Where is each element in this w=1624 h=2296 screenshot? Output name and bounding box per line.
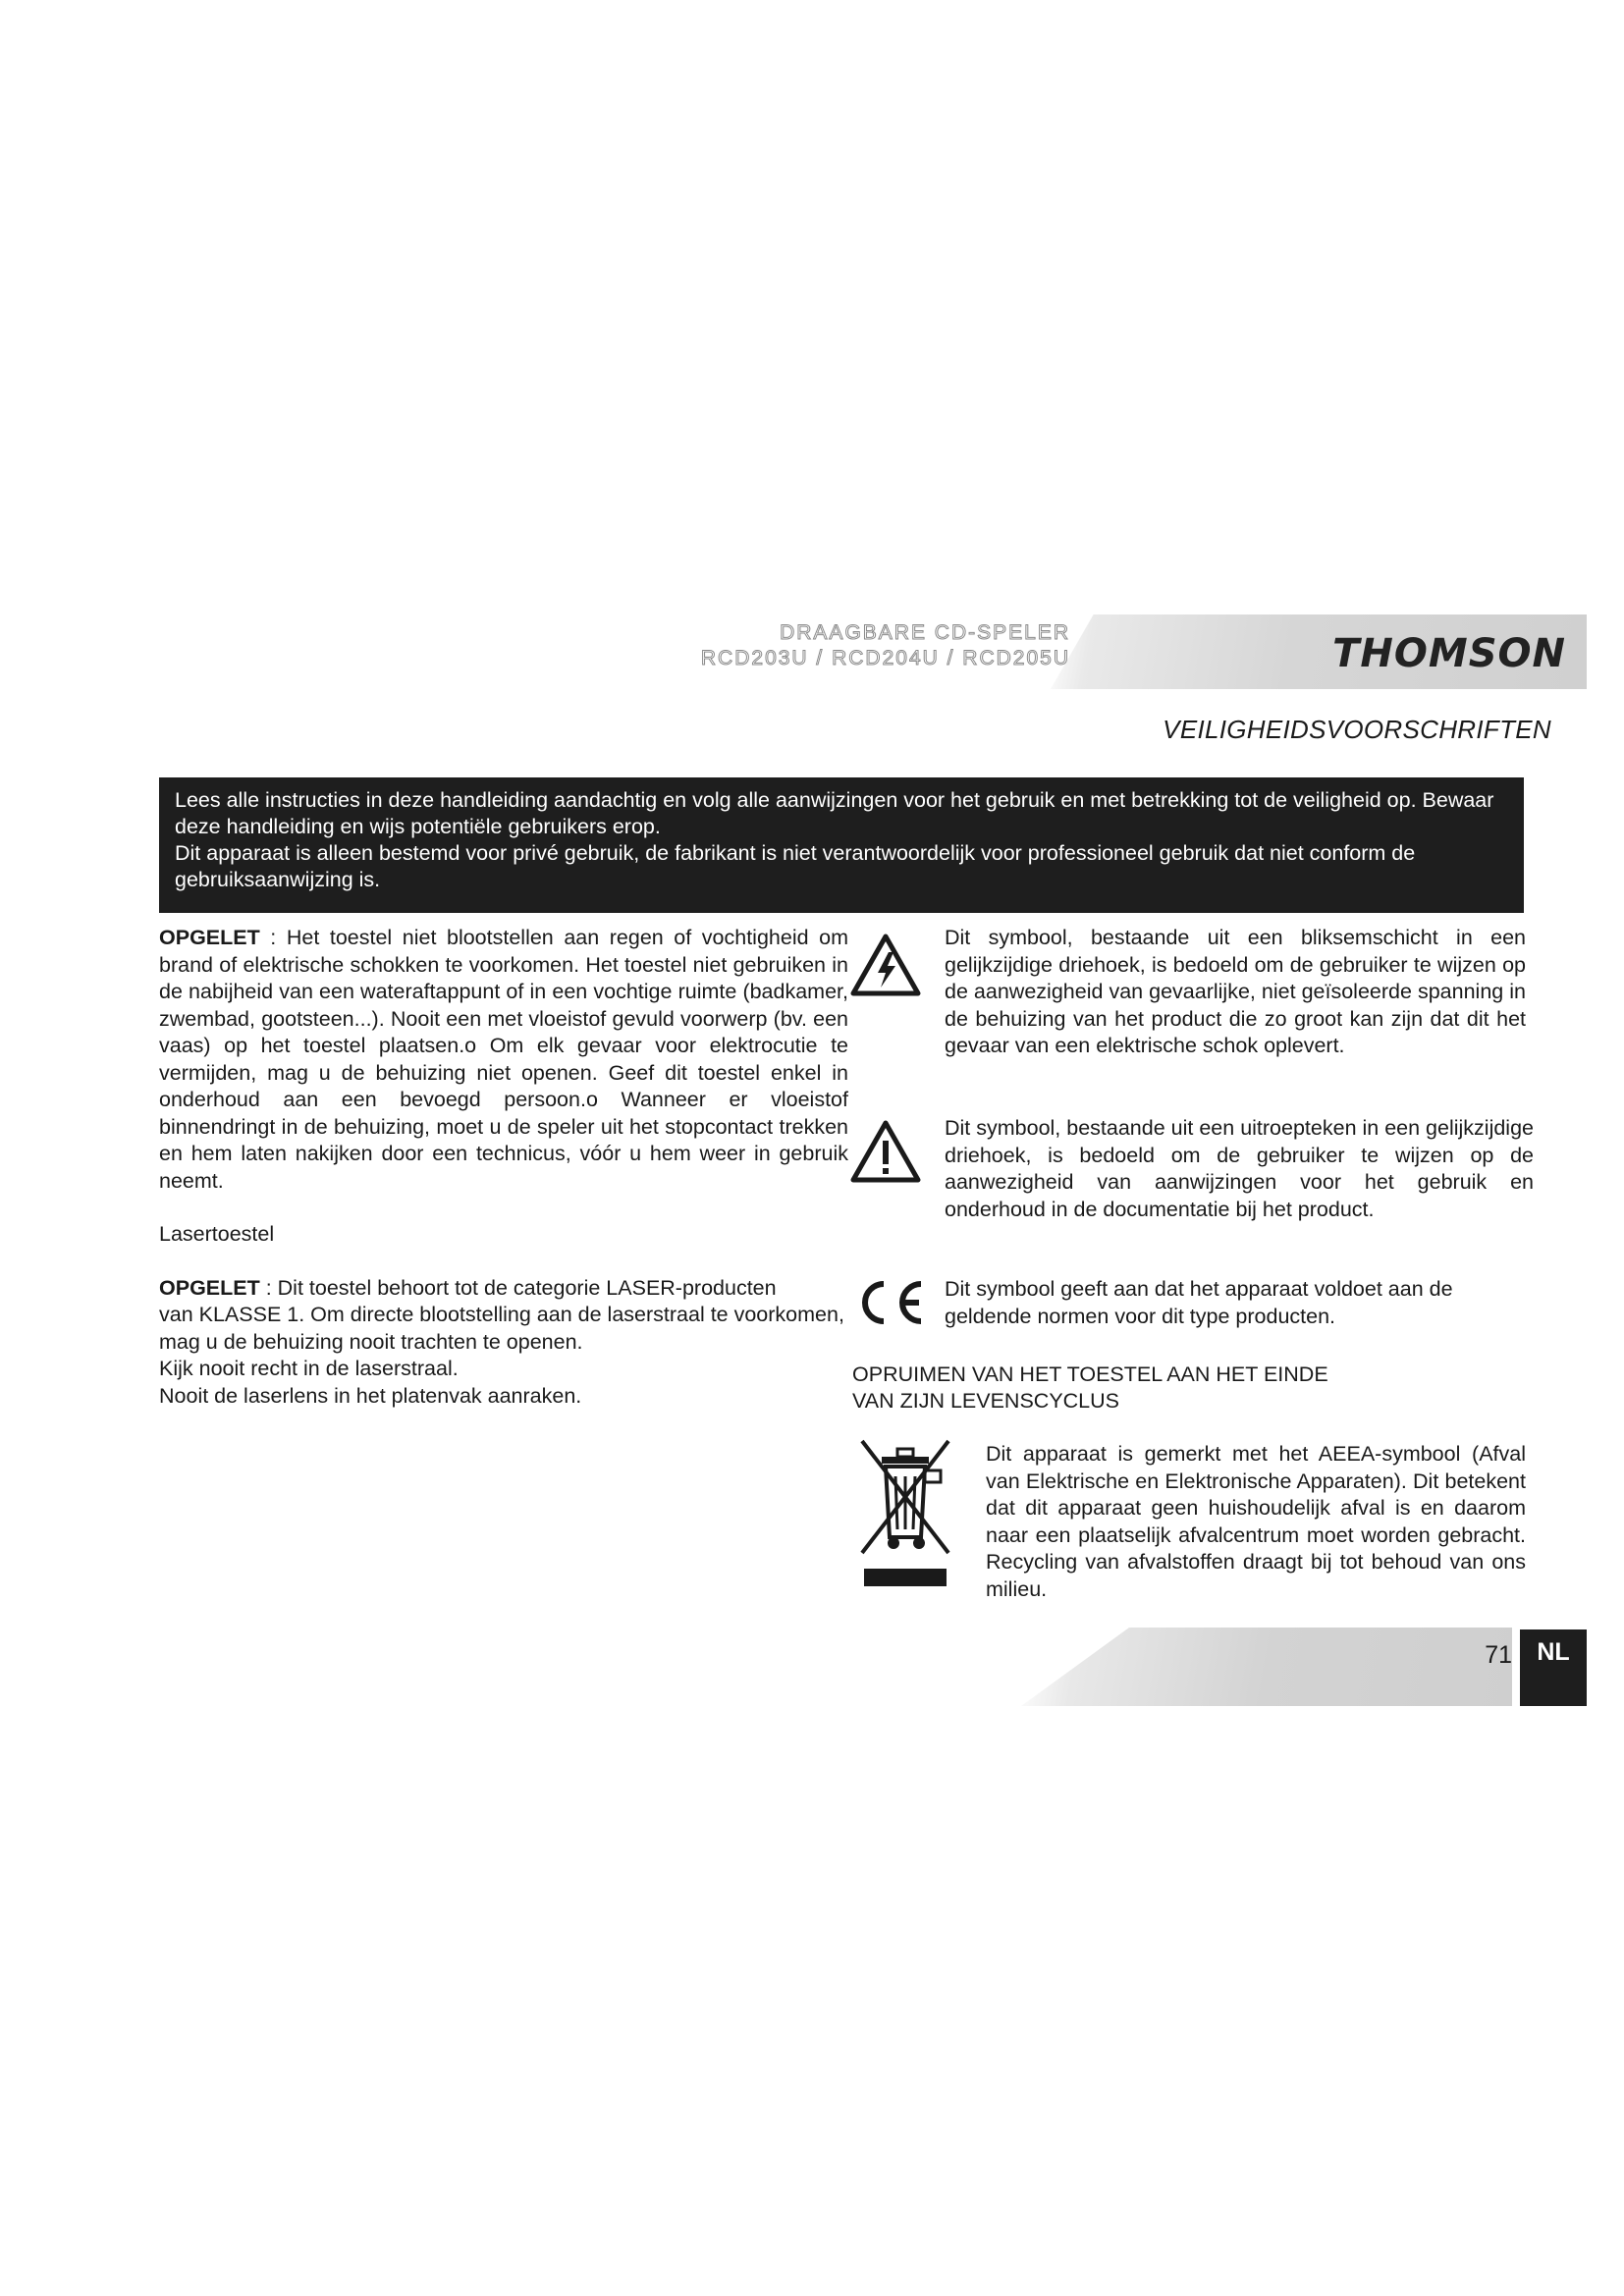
ce-symbol-text: Dit symbool geeft aan dat het apparaat voldoet aan de geldende normen voor dit type producten.: [945, 1277, 1453, 1328]
laser-eye-warning: Kijk nooit recht in de laserstraal.: [159, 1357, 459, 1380]
intro-paragraph-1: Lees alle instructies in deze handleiding aandachtig en volg alle aanwijzingen voor het gebruik en met betrekking tot de veiligheid op. Bewaar deze handleiding en wijs potentiële gebruikers erop.: [175, 788, 1494, 838]
warning-text: : Dit toestel behoort tot de categorie LASER-producten: [259, 1275, 777, 1300]
language-badge: NL: [1520, 1629, 1587, 1706]
laser-warning: [159, 1275, 848, 1303]
footer-band: [1021, 1628, 1512, 1706]
exclamation-symbol-text: Dit symbool, bestaande uit een uitroepteken in een gelijkzijdige driehoek, is bedoeld om de gebruiker te wijzen op de aanwezigheid van aanwijzingen voor het gebruik en onderhoud in de documentatie bij het product.: [945, 1116, 1534, 1221]
product-title: [628, 620, 1070, 671]
lightning-warning-icon: [850, 933, 921, 1003]
water-warning: [159, 925, 848, 1195]
ce-mark-icon: [852, 1278, 927, 1327]
left-column: [159, 925, 848, 1410]
laser-lens-warning: Nooit de laserlens in het platenvak aanraken.: [159, 1383, 582, 1408]
crossed-bin-icon: [856, 1435, 954, 1592]
disposal-heading-line-2: VAN ZIJN LEVENSCYCLUS: [852, 1389, 1120, 1413]
disposal-heading-line-1: OPRUIMEN VAN HET TOESTEL AAN HET EINDE: [852, 1362, 1328, 1386]
brand-logo: THOMSON: [1332, 631, 1566, 676]
lightning-symbol-text: Dit symbool, bestaande uit een bliksemschicht in een gelijkzijdige driehoek, is bedoeld om de gebruiker te wijzen op de aanwezigheid van gevaarlijke, niet geïsoleerde spanning in de behuizing van het product die zo groot kan zijn dat dit het gevaar van een elektrische schok oplevert.: [945, 926, 1526, 1057]
intro-paragraph-2: Dit apparaat is alleen bestemd voor privé gebruik, de fabrikant is niet verantwoordelijk voor professioneel gebruik dat niet conform de gebruiksaanwijzing is.: [175, 841, 1416, 891]
page-number: 71: [1485, 1641, 1512, 1669]
section-title: VEILIGHEIDSVOORSCHRIFTEN: [1163, 715, 1551, 744]
disposal-heading: [852, 1362, 1530, 1415]
product-line-1: DRAAGBARE CD-SPELER: [780, 621, 1070, 644]
weee-text: Dit apparaat is gemerkt met het AEEA-symbool (Afval van Elektrische en Elektronische Apparaten). Dit betekent dat dit apparaat geen huishoudelijk afval is en daarom naar een plaatselijk afvalcentrum moet worden gebracht. Recycling van afvalstoffen draagt bij tot behoud van ons milieu.: [986, 1442, 1526, 1601]
warning-text: : Het toestel niet blootstellen aan regen of vochtigheid om brand of elektrische schokken te voorkomen. Het toestel niet gebruiken in de nabijheid van een wateraftappunt of in een vochtige ruimte (badkamer, zwembad, gootsteen...). Nooit een met vloeistof gevuld voorwerp (bv. een vaas) op het toestel plaatsen.o Om elk gevaar voor elektrocutie te vermijden, mag u de behuizing niet openen. Geef dit toestel enkel in onderhoud aan een bevoegd persoon.o Wanneer er vloeistof binnendringt in de behuizing, moet u de speler uit het stopcontact trekken en hem laten nakijken door een technicus, vóór u hem weer in gebruik neemt.: [159, 926, 848, 1193]
warning-label: OPGELET: [159, 926, 260, 949]
exclamation-warning-icon: [850, 1119, 921, 1190]
laser-heading: Lasertoestel: [159, 1222, 275, 1246]
warning-label: OPGELET: [159, 1275, 260, 1300]
product-line-2: RCD203U / RCD204U / RCD205U: [700, 647, 1070, 669]
laser-class-text: van KLASSE 1. Om directe blootstelling aan de laserstraal te voorkomen, mag u de behuizing nooit trachten te openen.: [159, 1303, 844, 1354]
intro-box: [159, 777, 1524, 913]
